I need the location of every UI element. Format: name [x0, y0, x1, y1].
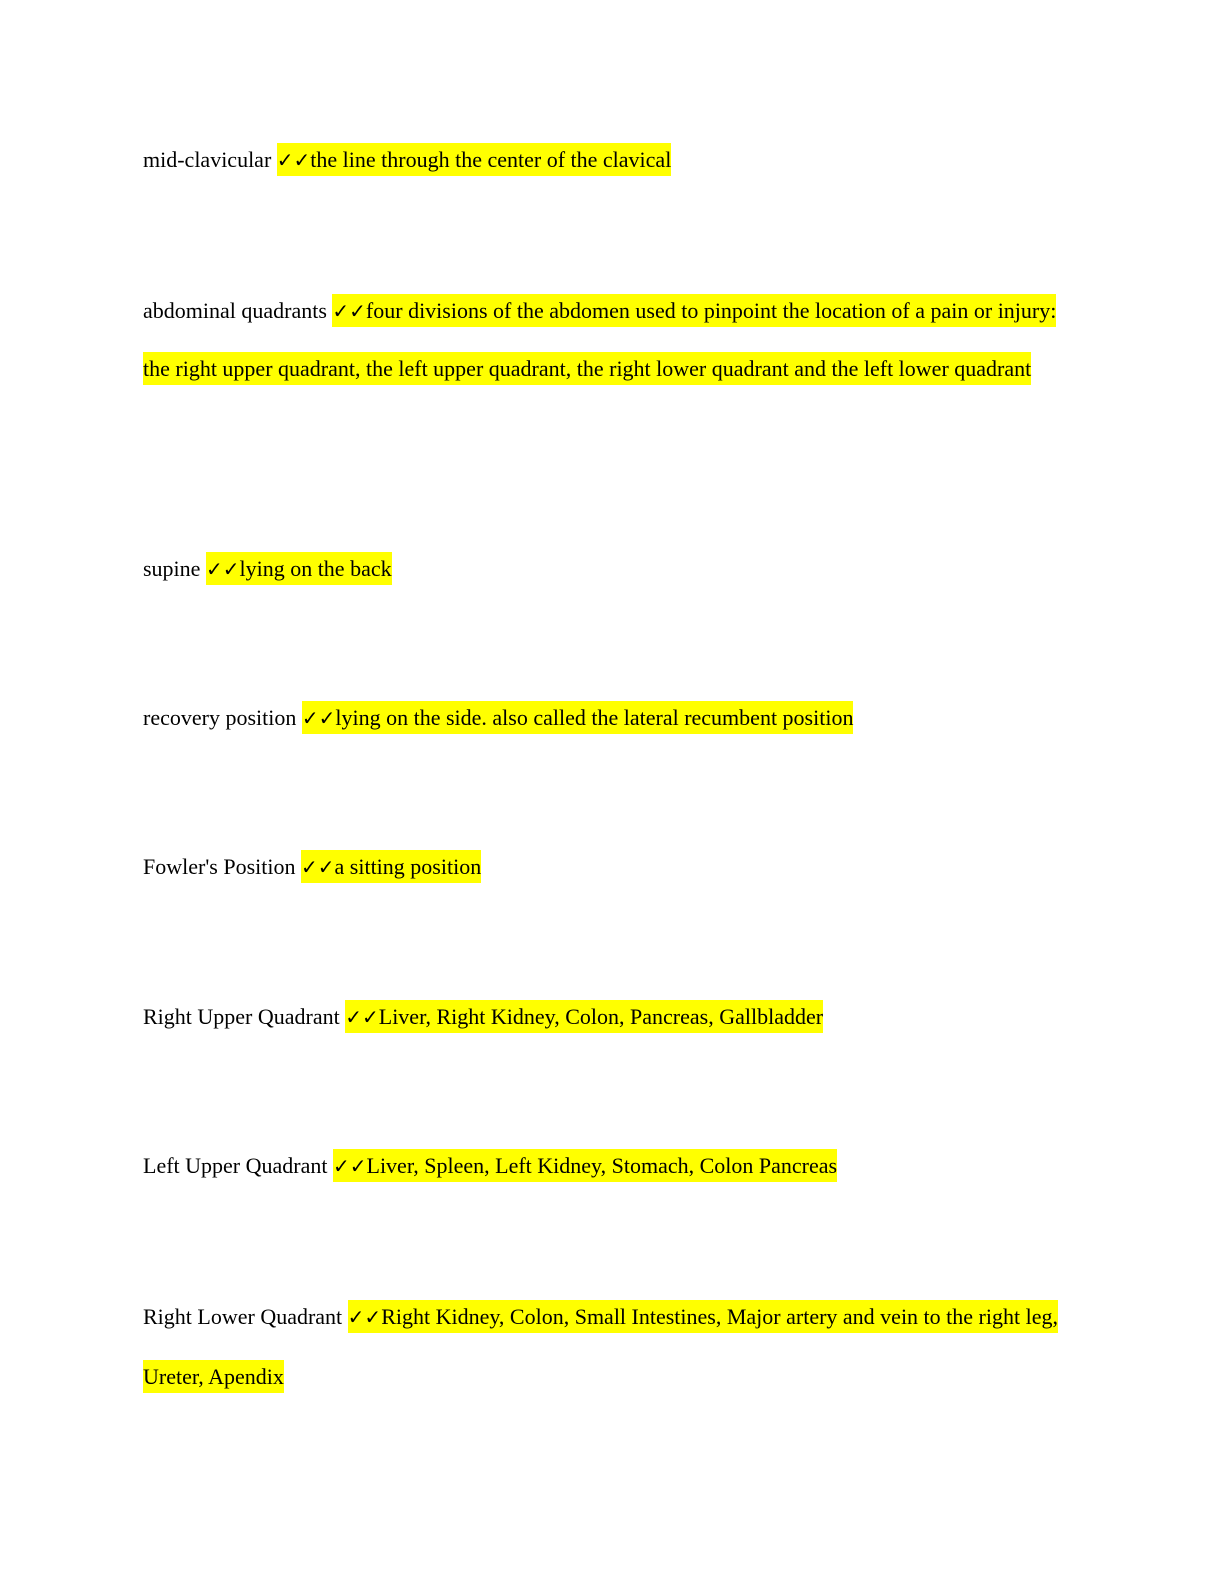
double-check-icon: ✓✓	[205, 557, 240, 581]
entry-term: mid-clavicular	[143, 147, 277, 172]
entry-definition: Right Kidney, Colon, Small Intestines, Major artery and vein to the right leg, Ureter, Apendix	[143, 1304, 1058, 1389]
flashcard-entry	[143, 838, 1083, 896]
entry-definition-highlight	[301, 850, 481, 883]
entry-definition: a sitting position	[334, 854, 482, 879]
double-check-icon: ✓✓	[276, 148, 311, 172]
entry-definition: Liver, Spleen, Left Kidney, Stomach, Colon Pancreas	[366, 1153, 838, 1178]
entry-definition: four divisions of the abdomen used to pinpoint the location of a pain or injury: the right upper quadrant, the left upper quadrant, the right lower quadrant and the left lower quadrant	[143, 298, 1057, 381]
entry-definition: the line through the center of the clavical	[310, 147, 672, 172]
flashcard-entry	[143, 540, 1083, 598]
entry-term: Right Upper Quadrant	[143, 1004, 346, 1029]
double-check-icon: ✓✓	[301, 855, 335, 879]
entry-term: Right Lower Quadrant	[143, 1304, 348, 1329]
entry-term: supine	[143, 556, 206, 581]
entry-definition-highlight	[333, 1149, 837, 1182]
flashcard-entry	[143, 1137, 1083, 1195]
double-check-icon: ✓✓	[345, 1005, 379, 1029]
entry-definition-highlight	[277, 143, 672, 176]
flashcard-entry	[143, 689, 1083, 747]
entry-term: Left Upper Quadrant	[143, 1153, 333, 1178]
flashcard-entry	[143, 131, 1083, 189]
double-check-icon: ✓✓	[347, 1305, 382, 1329]
entry-definition: lying on the back	[239, 556, 392, 581]
entry-definition: lying on the side. also called the lateral recumbent position	[335, 705, 854, 730]
entry-definition-highlight	[206, 552, 392, 585]
flashcard-entry	[143, 282, 1083, 397]
entry-definition-highlight	[302, 701, 854, 734]
double-check-icon: ✓✓	[332, 1154, 367, 1178]
entry-definition: Liver, Right Kidney, Colon, Pancreas, Gallbladder	[378, 1004, 824, 1029]
flashcard-entry	[143, 1287, 1083, 1407]
double-check-icon: ✓✓	[332, 299, 366, 323]
entry-definition-highlight	[345, 1000, 823, 1033]
entry-term: Fowler's Position	[143, 854, 301, 879]
entry-term: recovery position	[143, 705, 302, 730]
entry-term: abdominal quadrants	[143, 298, 333, 323]
double-check-icon: ✓✓	[301, 706, 336, 730]
flashcard-entry	[143, 988, 1083, 1046]
